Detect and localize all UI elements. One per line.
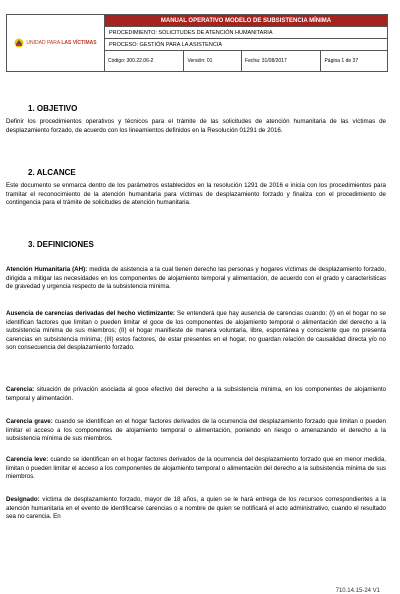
definition-paragraph bbox=[6, 266, 386, 292]
definition-term: Carencia leve: bbox=[6, 456, 49, 463]
alcance-text: Este documento se enmarca dentro de los parámetros establecidos en la resolución 1291 de 2016 e inicia con los procedimientos para tramitar el reconocimiento de la atención humanitaria para víctimas de desplazamiento forzado y finaliza con el procedimiento de contingencia para el trámite de solicitudes de atención humanitaria. bbox=[6, 182, 386, 207]
fecha-cell: Fecha: 31/08/2017 bbox=[242, 51, 321, 71]
definition-paragraph bbox=[6, 386, 386, 403]
definition-paragraph bbox=[6, 310, 386, 353]
section-title-alcance: 2. ALCANCE bbox=[28, 168, 76, 177]
document-header bbox=[6, 14, 388, 72]
definition-paragraph bbox=[6, 456, 386, 482]
definition-text: medida de asistencia a la cual tienen derecho las personas y hogares víctimas de desplazamiento forzado, dirigida a mitigar las necesidades en los componentes de alojamiento temporal y alimentación, de acuerdo con el grado y características de gravedad y urgencia respecto de la subsistencia mínima. bbox=[6, 266, 386, 291]
footer-code: 710.14.15-24 V1 bbox=[335, 588, 380, 594]
definition-term: Atención Humanitaria (AH): bbox=[6, 266, 88, 273]
metadata-row bbox=[105, 51, 387, 71]
definition-paragraph bbox=[6, 496, 386, 522]
version-cell: Versión: 01 bbox=[184, 51, 242, 71]
definition-text: víctima de desplazamiento forzado, mayor de 18 años, a quien se le hará entrega de los recursos correspondientes a la atención humanitaria en el evento de identificarse carencias o a nombre de quien se notificará el acto administrativo, cuando el resultado sea no carencia. En bbox=[6, 496, 386, 521]
logo-text-prefix: UNIDAD PARA bbox=[26, 40, 60, 46]
logo-text-strong: LAS VÍCTIMAS bbox=[61, 40, 97, 46]
section-title-objetivo: 1. OBJETIVO bbox=[28, 104, 78, 113]
pagina-cell: Página 1 de 37 bbox=[324, 58, 359, 64]
logo-cell bbox=[7, 15, 105, 71]
definition-text: cuando se identifican en el hogar factores derivados de la ocurrencia del desplazamiento forzado que limitan o pueden limitar el acceso a los componentes de alojamiento temporal o alimentación, poniendo en riesgo o amenazando el derecho a la subsistencia mínima de sus miembros. bbox=[6, 418, 386, 443]
definition-paragraph bbox=[6, 418, 386, 444]
procedimiento-label: PROCEDIMIENTO: SOLICITUDES DE ATENCIÓN HUMANITARIA bbox=[105, 27, 387, 39]
objetivo-text: Definir los procedimientos operativos y técnicos para el trámite de las solicitudes de atención humanitaria de las víctimas de desplazamiento forzado, de acuerdo con los lineamientos definidos en la Resolución 01291 de 2016. bbox=[6, 118, 386, 134]
manual-title: MANUAL OPERATIVO MODELO DE SUBSISTENCIA MÍNIMA bbox=[105, 15, 387, 27]
codigo-cell: Código: 300.22.06-2 bbox=[105, 51, 184, 71]
proceso-label: PROCESO: GESTIÓN PARA LA ASISTENCIA bbox=[105, 39, 387, 51]
section-title-definiciones: 3. DEFINICIONES bbox=[28, 240, 94, 249]
definition-text: Se entenderá que hay ausencia de carencias cuando: (I) en el hogar no se identifican factores que limitan o pueden limitar el goce de los componentes de alojamiento temporal o alimentación del derecho a la subsistencia mínima de sus miembros; (II) el hogar manifieste de manera voluntaria, libre, espontánea y consciente que no presenta carencias en subsistencia mínima; (III) estos factores, de estar presentes en el hogar, no guardan relación de causalidad directa y/o no son consecuencia del desplazamiento forzado. bbox=[6, 310, 386, 352]
definition-term: Carencia: bbox=[6, 386, 35, 393]
definition-term: Carencia grave: bbox=[6, 418, 53, 425]
definition-text: situación de privación asociada al goce efectivo del derecho a la subsistencia mínima, en los componentes de alojamiento temporal y alimentación. bbox=[6, 386, 386, 402]
definition-text: cuando se identifican en el hogar factores derivados de la ocurrencia del desplazamiento forzado que en menor medida, limitan o pueden limitar el acceso a los componentes de alojamiento temporal o alimentación del derecho a la subsistencia mínima de sus miembros. bbox=[6, 456, 386, 481]
definition-term: Ausencia de carencias derivadas del hecho victimizante: bbox=[6, 310, 175, 317]
unidad-victimas-logo bbox=[14, 38, 96, 48]
definition-term: Designado: bbox=[6, 496, 40, 503]
emblem-icon bbox=[14, 38, 24, 48]
